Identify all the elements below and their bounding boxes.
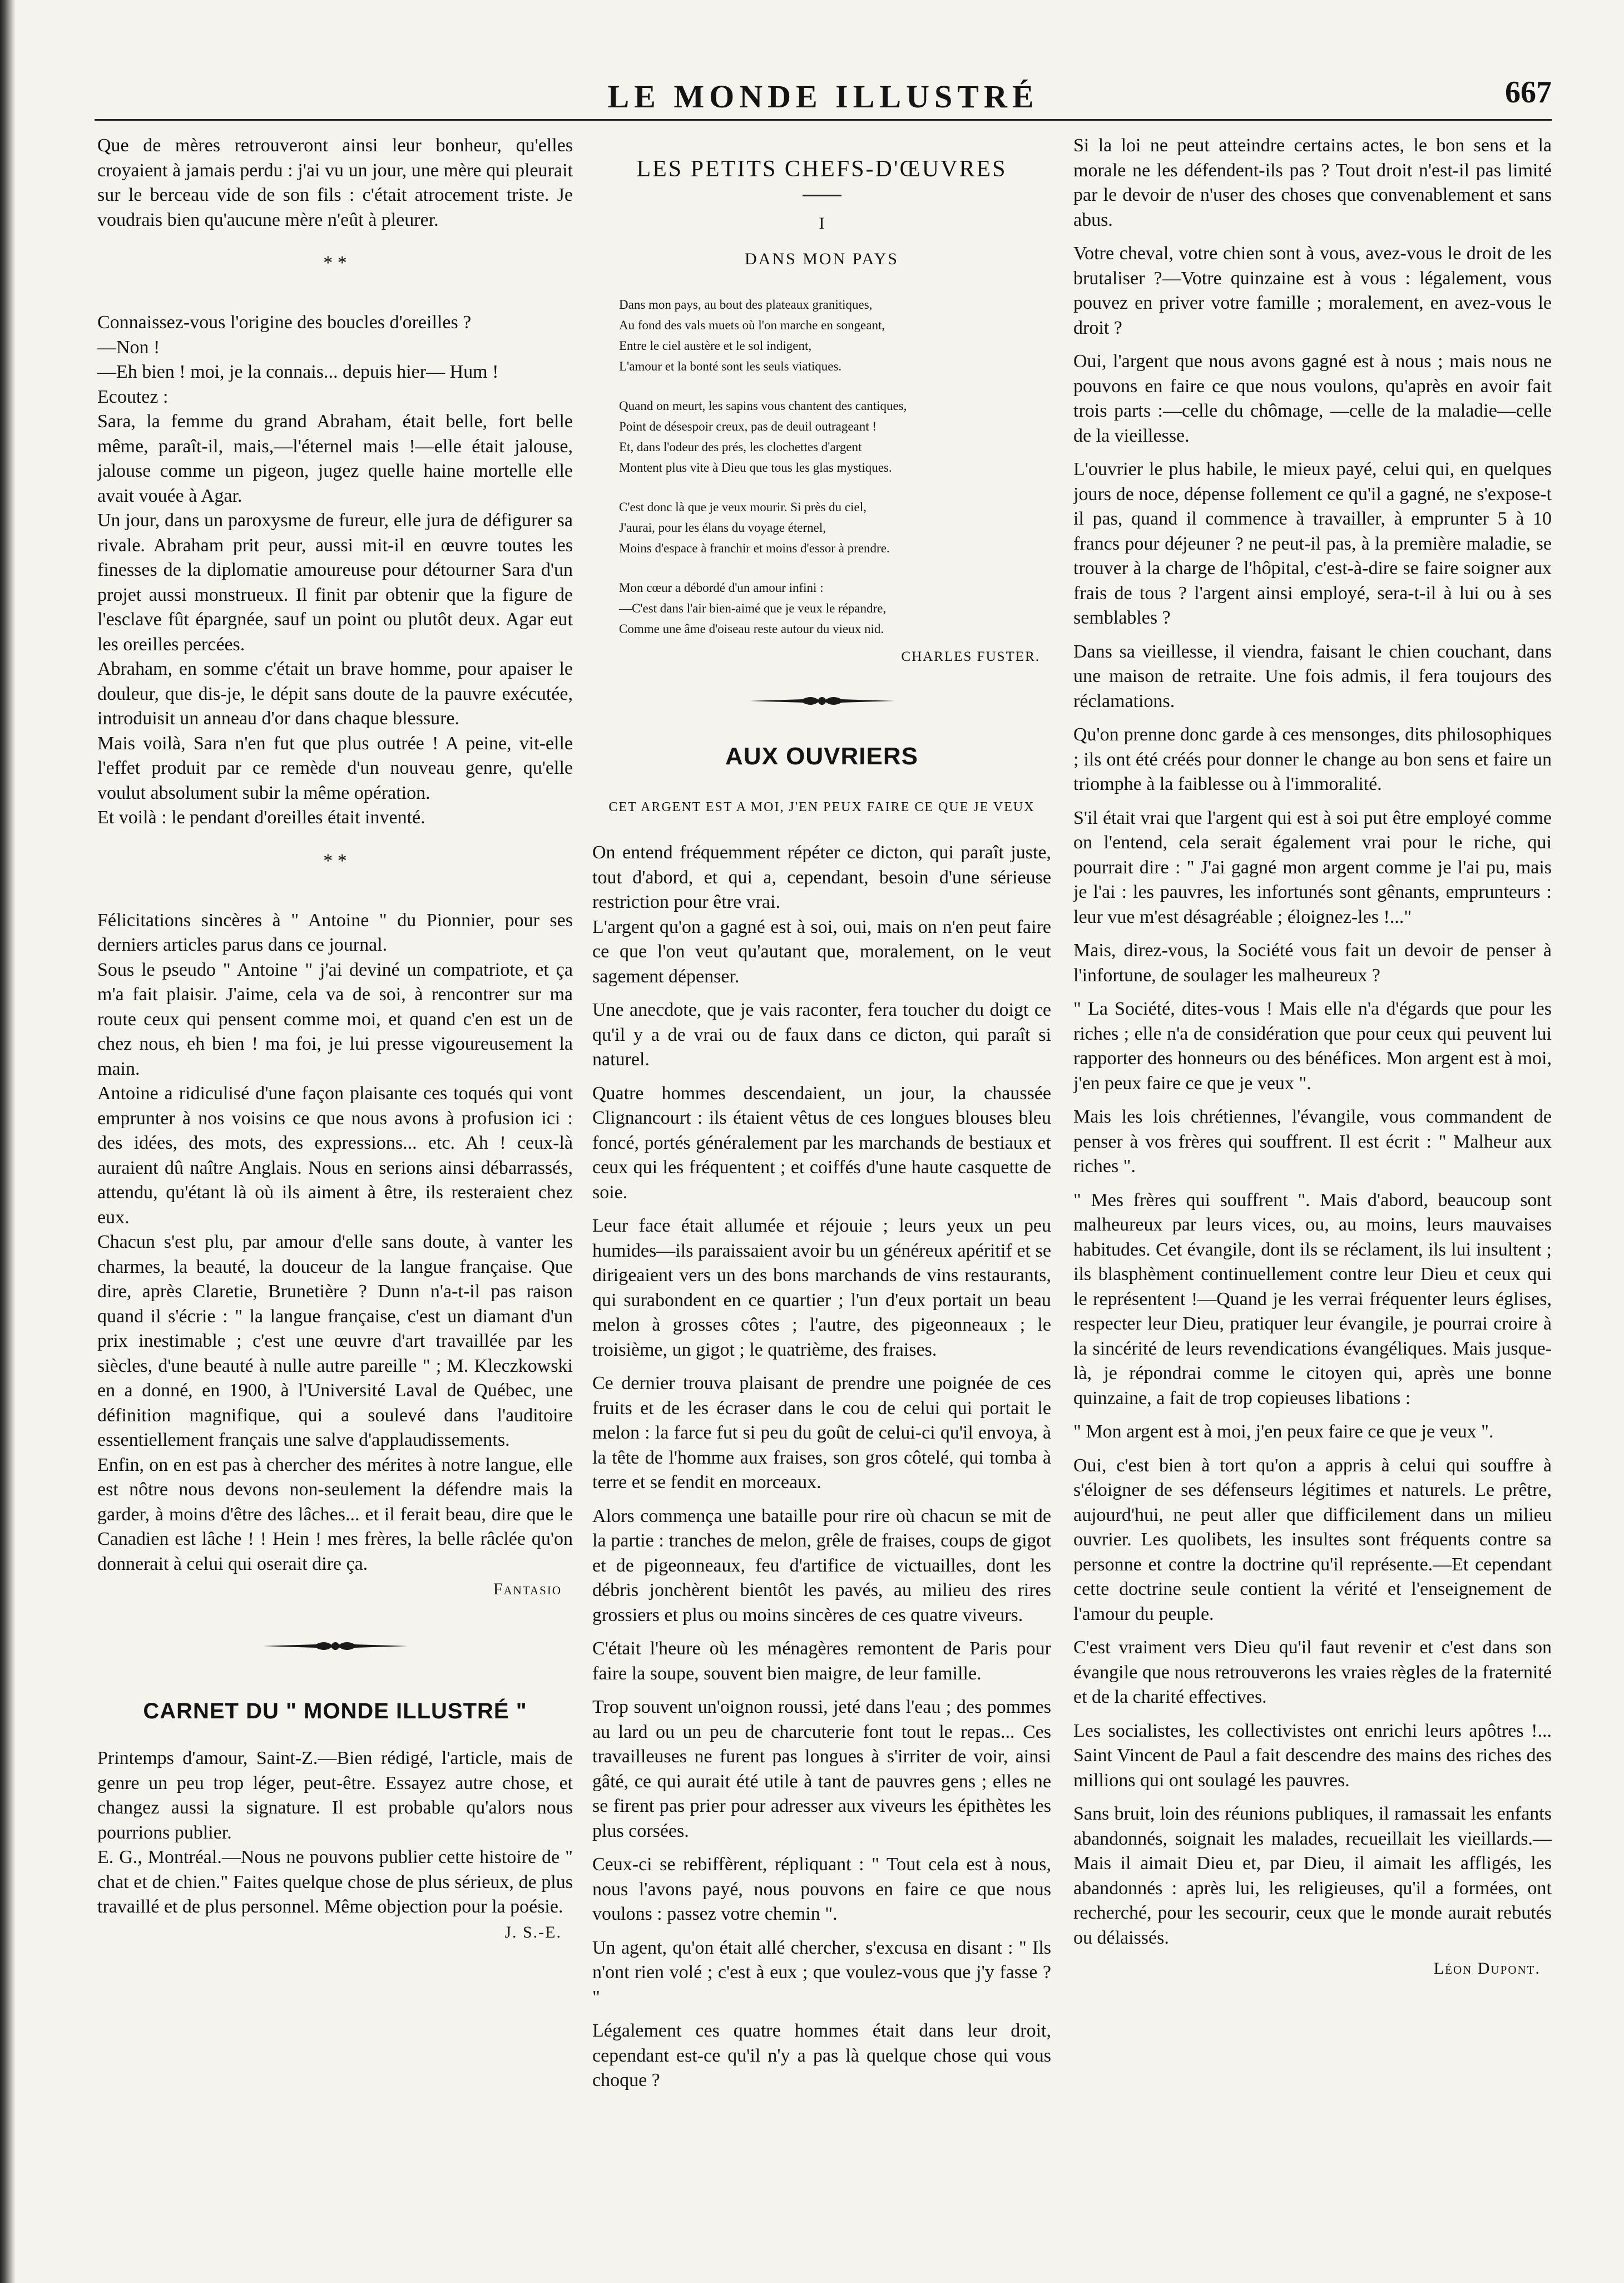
page-number: 667 xyxy=(1505,75,1552,110)
paragraph: Leur face était allumée et réjouie ; leurs yeux un peu humides—ils paraissaient avoir bu un généreux apéritif et se dirigeaient vers un des bons marchands de vins restaurants, qui surabondent en ce quartier ; l'un d'eux portait un beau melon à grosses côtes ; l'autre, des pigeonneaux ; le troisième, un gigot ; le quatrième, des fraises. xyxy=(592,1215,1051,1360)
paragraph: Printemps d'amour, Saint-Z.—Bien rédigé, l'article, mais de genre un peu trop léger, peut-être. Essayez autre chose, et changez aussi la signature. Il est probable qu'alors nous pourrions publier. xyxy=(97,1748,573,1843)
paragraph: Un agent, qu'on était allé chercher, s'excusa en disant : " Ils n'ont rien volé ; c'est à eux ; que voulez-vous que j'y fasse ? " xyxy=(592,1937,1051,2008)
paragraph: Antoine a ridiculisé d'une façon plaisante ces toqués qui vont emprunter à nos voisins ce que nous avons à profusion ici : des idées, des mots, des expressions... etc. Ah ! ceux-là auraient dû naître Anglais. Nous en serions ainsi débarrassés, attendu, qu'étant là où ils aiment à être, ils resteraient chez eux. xyxy=(97,1083,573,1228)
paragraph: Votre cheval, votre chien sont à vous, avez-vous le droit de les brutaliser ?—Votre quinzaine est à vous : légalement, vous pouvez en priver votre famille ; moralement, en avez-vous le droit ? xyxy=(1073,243,1552,338)
section-title: CARNET DU " MONDE ILLUSTRÉ " xyxy=(143,1699,527,1723)
signature: J. S.-E. xyxy=(504,1923,562,1941)
paragraph: Sous le pseudo " Antoine " j'ai deviné un compatriote, et ça m'a fait plaisir. J'aime, cela va de soi, à rencontrer sur ma route ceux qui pensent comme moi, et quand c'en est un de chez nous, eh bien ! ma foi, je lui presse vigoureusement la main. xyxy=(97,959,573,1079)
paragraph: —Non ! xyxy=(97,337,160,358)
article-subtitle: CET ARGENT EST A MOI, J'EN PEUX FAIRE CE QUE JE VEUX xyxy=(608,800,1035,814)
paragraph: Mais voilà, Sara n'en fut que plus outrée ! A peine, vit-elle l'effet produit par ce remède d'un nouveau genre, qu'elle voulut absolument subir la même opération. xyxy=(97,733,573,803)
poem-line: Point de désespoir creux, pas de deuil outrageant ! xyxy=(619,419,877,433)
paragraph: " Mes frères qui souffrent ". Mais d'abord, beaucoup sont malheureux par leurs vices, ou, au moins, leurs mauvaises habitudes. Cet évangile, dont ils se réclament, ils lui insultent ; ils blasphèment continuellement contre leur Dieu et ceux qui le représentent !—Quand je les verrai fréquenter leurs églises, respecter leur Dieu, pratiquer leur évangile, je pourrai croire à la sincérité de leurs revendications évangéliques. Mais jusque-là, je répondrai comme le citoyen qui, après une bonne quinzaine, a fait de trop copieuses libations : xyxy=(1073,1189,1552,1409)
paragraph: Chacun s'est plu, par amour d'elle sans doute, à vanter les charmes, la beauté, la douceur de la langue française. Que dire, après Claretie, Brunetière ? Dunn n'a-t-il pas raison quand il s'écrie : " la langue française, c'est un diamant d'un prix inestimable ; c'est une œuvre d'art travaillée par les siècles, d'une beauté à nulle autre pareille " ; M. Kleczkowski en a donné, en 1900, à l'Université Laval de Québec, une définition magnifique, qui a soulevé dans l'auditoire essentiellement français une salve d'applaudissements. xyxy=(97,1232,573,1450)
paragraph: Dans sa vieillesse, il viendra, faisant le chien couchant, dans une maison de retraite. Une fois admis, il fera toujours des réclamations. xyxy=(1073,641,1552,711)
poem-line: Entre le ciel austère et le sol indigent, xyxy=(619,339,812,353)
paragraph: Enfin, on en est pas à chercher des mérites à notre langue, elle est nôtre nous devons non-seulement la défendre mais la garder, à moins d'être des lâches... et il ferait beau, dire que le Canadien est lâche ! ! Hein ! mes frères, la belle râclée qu'on donnerait à celui qui oserait dire ça. xyxy=(97,1454,573,1574)
poem-line: —C'est dans l'air bien-aimé que je veux le répandre, xyxy=(619,601,887,615)
paragraph: C'était l'heure où les ménagères remontent de Paris pour faire la soupe, souvent bien maigre, de leur famille. xyxy=(592,1638,1051,1684)
poem-stanza xyxy=(592,577,1051,639)
column-left xyxy=(97,134,573,1942)
column-right xyxy=(1073,134,1552,1978)
page-binding-edge xyxy=(0,0,16,2283)
poem-line: J'aurai, pour les élans du voyage éternel, xyxy=(619,521,826,535)
paragraph: " Mon argent est à moi, j'en peux faire ce que je veux ". xyxy=(1073,1421,1494,1442)
ornament-divider xyxy=(750,693,894,709)
section-separator-stars: * * xyxy=(323,253,347,273)
paragraph: E. G., Montréal.—Nous ne pouvons publier cette histoire de " chat et de chien." Faites quelque chose de plus sérieux, de plus travaillé et de plus personnel. Même objection pour la poésie. xyxy=(97,1847,573,1917)
poem-line: Mon cœur a débordé d'un amour infini : xyxy=(619,581,824,595)
paragraph: Ecoutez : xyxy=(97,386,169,407)
paragraph: Que de mères retrouveront ainsi leur bonheur, qu'elles croyaient à jamais perdu : j'ai vu un jour, une mère qui pleurait sur le berceau vide de son fils : c'était atrocement triste. Je voudrais bien qu'aucune mère n'eût à pleurer. xyxy=(97,135,573,230)
page-header xyxy=(95,75,1552,117)
paragraph: L'argent qu'on a gagné est à soi, oui, mais on n'en peut faire ce que l'on veut qu'autant que, moralement, on le veut sagement dépenser. xyxy=(592,916,1051,987)
signature: Fantasio xyxy=(493,1580,562,1598)
poem-series-heading: LES PETITS CHEFS-D'ŒUVRES xyxy=(636,156,1007,182)
paragraph: Quatre hommes descendaient, un jour, la chaussée Clignancourt : ils étaient vêtus de ces longues blouses bleu foncé, portés généralement par les marchands de bestiaux et ceux qui les fréquentent ; et coiffés d'une haute casquette de soie. xyxy=(592,1083,1051,1203)
poem-stanza xyxy=(592,294,1051,377)
paragraph: Oui, c'est bien à tort qu'on a appris à celui qui souffre à s'éloigner de ses défenseurs légitimes et naturels. Le prêtre, aujourd'hui, ne peut aller que difficilement dans un milieu ouvrier. Les quolibets, les insultes sont fréquents contre sa personne et contre la doctrine qu'il représente.—Et cependant cette doctrine seule contient la vérité et l'enseignement de l'amour du peuple. xyxy=(1073,1455,1552,1624)
poem-line: Montent plus vite à Dieu que tous les glas mystiques. xyxy=(619,461,892,475)
paragraph: Ceux-ci se rebiffèrent, répliquant : " Tout cela est à nous, nous l'avons payé, nous pouvons en faire ce que nous voulons : passez votre chemin ". xyxy=(592,1854,1051,1924)
paragraph: Connaissez-vous l'origine des boucles d'oreilles ? xyxy=(97,312,472,333)
paragraph: Qu'on prenne donc garde à ces mensonges, dits philosophiques ; ils ont été créés pour donner le change au bon sens et faire un triomphe à la faiblesse ou à l'immoralité. xyxy=(1073,724,1552,794)
poem-line: C'est donc là que je veux mourir. Si près du ciel, xyxy=(619,500,867,514)
paragraph: On entend fréquemment répéter ce dicton, qui paraît juste, tout d'abord, et qui a, cependant, besoin d'une sérieuse restriction pour être vrai. xyxy=(592,842,1051,912)
poem-stanza xyxy=(592,396,1051,478)
paragraph: Mais, direz-vous, la Société vous fait un devoir de penser à l'infortune, de soulager les malheureux ? xyxy=(1073,940,1552,986)
poem-line: L'amour et la bonté sont les seuls viatiques. xyxy=(619,359,842,373)
poem-stanza xyxy=(592,497,1051,559)
poem-title: DANS MON PAYS xyxy=(745,250,899,268)
divider-rule xyxy=(803,195,841,196)
paragraph: Sara, la femme du grand Abraham, était belle, fort belle même, paraît-il, mais,—l'éternel mais !—elle était jalouse, jalouse comme un pigeon, jugez quelle haine mortelle elle avait vouée à Agar. xyxy=(97,411,573,506)
section-separator-stars: * * xyxy=(323,850,347,871)
article-title: AUX OUVRIERS xyxy=(725,743,918,770)
paragraph: Un jour, dans un paroxysme de fureur, elle jura de défigurer sa rivale. Abraham prit peur, aussi mit-il en œuvre toutes les finesses de la diplomatie amoureuse pour détourner Sara d'un projet aussi monstrueux. Il finit par obtenir que la figure de l'esclave fût épargnée, sauf un point ou plutôt deux. Agar eut les oreilles percées. xyxy=(97,510,573,655)
paragraph: " La Société, dites-vous ! Mais elle n'a d'égards que pour les riches ; elle n'a de considération que pour ceux qui peuvent lui rapporter des honneurs ou des bénéfices. Mon argent est à moi, j'en peux faire ce que je veux ". xyxy=(1073,999,1552,1094)
poem-line: Comme une âme d'oiseau reste autour du vieux nid. xyxy=(619,622,884,636)
paragraph: Une anecdote, que je vais raconter, fera toucher du doigt ce qu'il y a de vrai ou de faux dans ce dicton, qui paraît si naturel. xyxy=(592,1000,1051,1070)
column-middle xyxy=(592,134,1051,2102)
paragraph: Alors commença une bataille pour rire où chacun se mit de la partie : tranches de melon, grêle de fraises, coups de gigot et de pigeonneaux, feu d'artifice de victuailles, dont les débris jonchèrent bientôt les pavés, au milieu des rires grossiers et plus ou moins sincères de ces quatre viveurs. xyxy=(592,1505,1051,1625)
poem-line: Moins d'espace à franchir et moins d'essor à prendre. xyxy=(619,541,890,555)
poem-line: Et, dans l'odeur des prés, les clochettes d'argent xyxy=(619,440,862,454)
paragraph: Ce dernier trouva plaisant de prendre une poignée de ces fruits et de les écraser dans le cou de celui qui portait le melon : la farce fut si peu du goût de celui-ci qu'il envoya, à la tête de l'homme aux fraises, son gros côtelé, qui tomba à terre et se fendit en morceaux. xyxy=(592,1373,1051,1493)
paragraph: C'est vraiment vers Dieu qu'il faut revenir et c'est dans son évangile que nous retrouverons les vraies règles de la fraternité et de la charité effectives. xyxy=(1073,1637,1552,1707)
paragraph: Si la loi ne peut atteindre certains actes, le bon sens et la morale ne les défendent-ils pas ? Tout droit n'est-il pas limité par le devoir de n'user des choses que convenablement et sans abus. xyxy=(1073,135,1552,230)
paragraph: Les socialistes, les collectivistes ont enrichi leurs apôtres !... Saint Vincent de Paul a fait descendre des mains des riches des millions qui ont soulagé les pauvres. xyxy=(1073,1720,1552,1791)
ornament-divider xyxy=(263,1638,408,1654)
paragraph: Mais les lois chrétiennes, l'évangile, vous commandent de penser à vos frères qui souffrent. Il est écrit : " Malheur aux riches ". xyxy=(1073,1106,1552,1177)
paragraph: Sans bruit, loin des réunions publiques, il ramassait les enfants abandonnés, soignait les malades, recueillait les vieillards.—Mais il aimait Dieu et, par Dieu, il aimait les affligés, les abandonnés : après lui, les religieuses, qu'il a formées, ont recherché, pour les secourir, ceux que le monde aurait rebutés ou délaissés. xyxy=(1073,1803,1552,1948)
poem-line: Quand on meurt, les sapins vous chantent des cantiques, xyxy=(619,399,907,413)
signature: Léon Dupont. xyxy=(1433,1959,1541,1978)
paragraph: Et voilà : le pendant d'oreilles était inventé. xyxy=(97,807,425,828)
paragraph: S'il était vrai que l'argent qui est à soi put être employé comme on l'entend, cela serait également vrai pour le riche, qui pourrait dire : " J'ai gagné mon argent comme je l'ai pu, mais je l'ai : les pauvres, les infortunés sont gênants, emprunteurs : leur vue m'est désagréable ; éloignez-les !..." xyxy=(1073,807,1552,927)
paragraph: Trop souvent un'oignon roussi, jeté dans l'eau ; des pommes au lard ou un peu de charcuterie font tout le repas... Ces travailleuses ne furent pas longues à s'irriter de voir, ainsi gâté, ce qui aurait été utile à tant de pauvres gens ; elles ne se firent pas prier pour adresser aux viveurs les épithètes les plus corsées. xyxy=(592,1697,1051,1841)
paragraph: Abraham, en somme c'était un brave homme, pour apaiser le douleur, que dis-je, le dépit sans doute de la pauvre exécutée, introduisit un anneau d'or dans chaque blessure. xyxy=(97,659,573,729)
newspaper-title: LE MONDE ILLUSTRÉ xyxy=(607,78,1039,115)
paragraph: —Eh bien ! moi, je la connais... depuis hier— Hum ! xyxy=(97,362,499,382)
paragraph: L'ouvrier le plus habile, le mieux payé, celui qui, en quelques jours de noce, dépense follement ce qu'il a gagné, ne s'expose-t il pas, quand il commence à travailler, à emprunter 5 à 10 francs pour déjeuner ? ne peut-il pas, à la première maladie, se trouver à la charge de l'hôpital, c'est-à-dire se faire soigner aux frais de tous ? l'argent ainsi employé, sera-t-il à lui ou à ses semblables ? xyxy=(1073,459,1552,628)
poem-line: Dans mon pays, au bout des plateaux granitiques, xyxy=(619,298,873,312)
poem-author: CHARLES FUSTER. xyxy=(901,649,1040,664)
paragraph: Oui, l'argent que nous avons gagné est à nous ; mais nous ne pouvons en faire ce que nous voulons, qu'après en avoir fait trois parts :—celle du chômage, —celle de la maladie—celle de la vieillesse. xyxy=(1073,351,1552,446)
paragraph: Légalement ces quatre hommes était dans leur droit, cependant est-ce qu'il n'y a pas là quelque chose qui vous choque ? xyxy=(592,2020,1051,2091)
paragraph: Félicitations sincères à " Antoine " du Pionnier, pour ses derniers articles parus dans ce journal. xyxy=(97,910,573,955)
header-rule xyxy=(95,119,1552,121)
poem-line: Au fond des vals muets où l'on marche en songeant, xyxy=(619,318,885,332)
poem-number: I xyxy=(819,214,825,233)
